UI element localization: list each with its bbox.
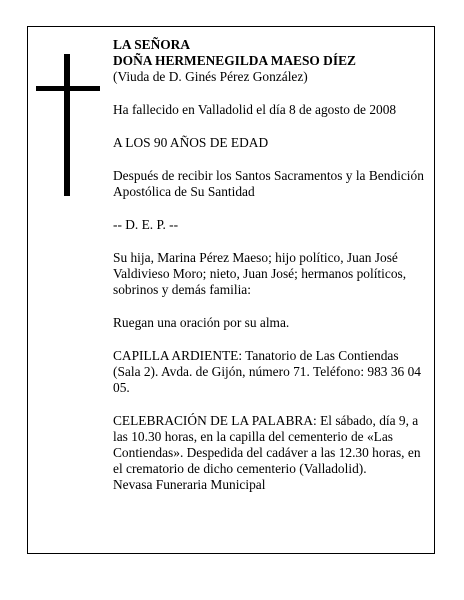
cross-horizontal-bar xyxy=(36,86,100,91)
cross-icon xyxy=(36,54,100,196)
obituary-text xyxy=(113,37,428,493)
age-line: A LOS 90 AÑOS DE EDAD xyxy=(113,135,269,150)
chapel-line: CAPILLA ARDIENTE: Tanatorio de Las Contiendas (Sala 2). Avda. de Gijón, número 71. Teléfono: 983 36 04 05. xyxy=(113,348,421,395)
sacraments-line: Después de recibir los Santos Sacramentos y la Bendición Apostólica de Su Santidad xyxy=(113,168,424,199)
family-line: Su hija, Marina Pérez Maeso; hijo político, Juan José Valdivieso Moro; nieto, Juan José; hermanos políticos, sobrinos y demás familia: xyxy=(113,250,407,297)
dep-line: -- D. E. P. -- xyxy=(113,217,179,232)
funeral-home: Nevasa Funeraria Municipal xyxy=(113,477,266,492)
prayer-line: Ruegan una oración por su alma. xyxy=(113,315,290,330)
widow-note: (Viuda de D. Ginés Pérez González) xyxy=(113,69,308,84)
celebration-line: CELEBRACIÓN DE LA PALABRA: El sábado, día 9, a las 10.30 horas, en la capilla del cementerio de «Las Contiendas». Despedida del cadáver a las 12.30 horas, en el crematorio de dicho cementerio (Valladolid). xyxy=(113,413,421,476)
cross-vertical-bar xyxy=(64,54,70,196)
death-notice: Ha fallecido en Valladolid el día 8 de agosto de 2008 xyxy=(113,102,397,117)
deceased-title: LA SEÑORA xyxy=(113,37,191,52)
deceased-name: DOÑA HERMENEGILDA MAESO DÍEZ xyxy=(113,53,356,68)
